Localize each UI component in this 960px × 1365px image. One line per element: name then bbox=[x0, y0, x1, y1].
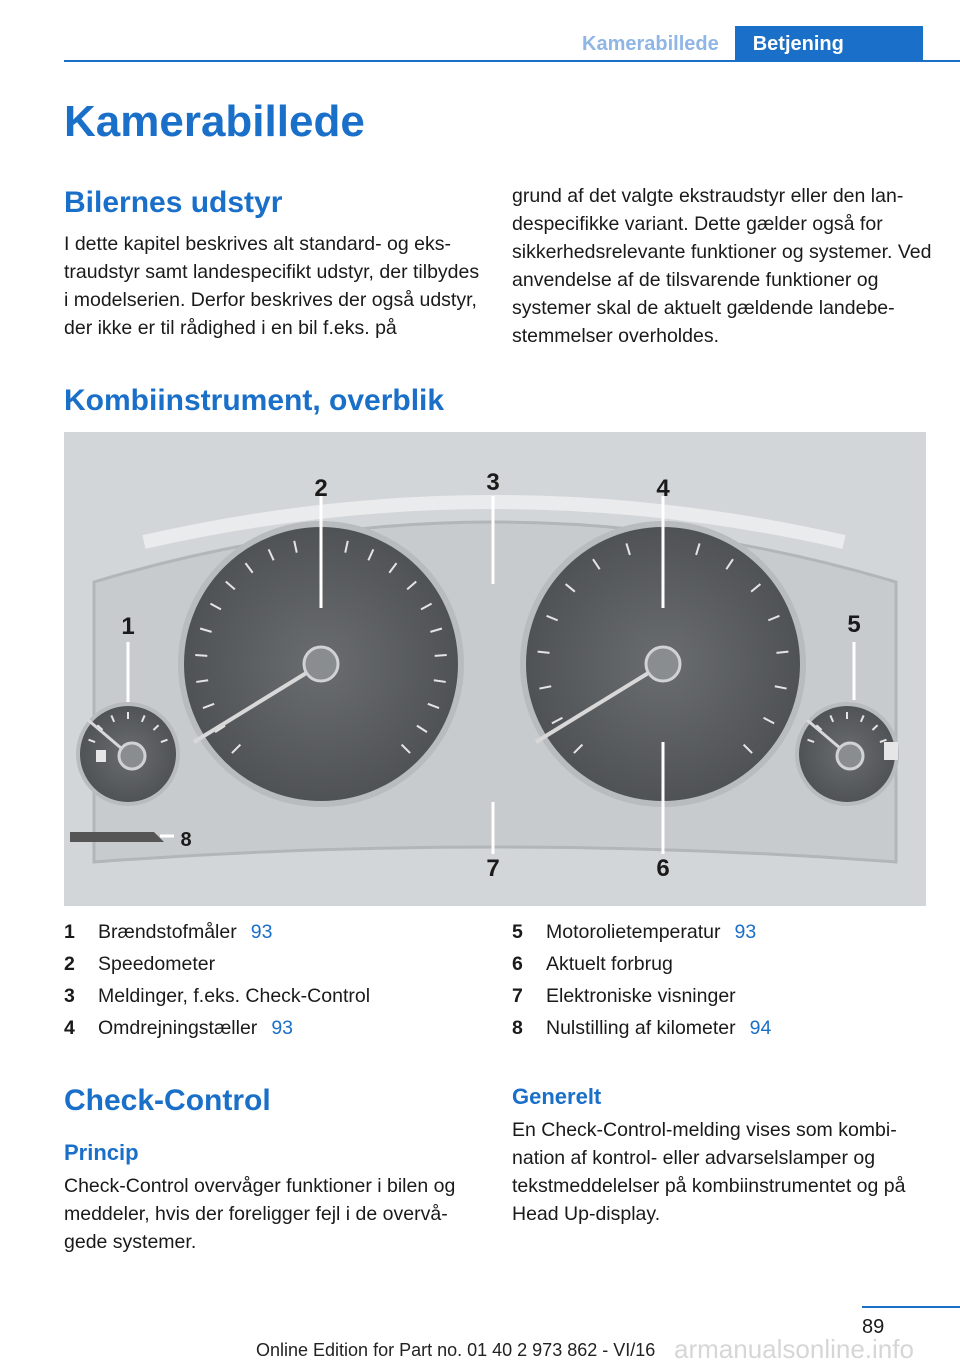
subheading-generelt: Generelt bbox=[512, 1084, 602, 1109]
page-reference-link[interactable]: 94 bbox=[749, 1017, 772, 1039]
legend-number: 2 bbox=[64, 953, 75, 975]
header-rule bbox=[64, 60, 960, 62]
oil-temperature-icon bbox=[884, 742, 898, 760]
edition-text: Online Edition for Part no. 01 40 2 973 862 - VI/16 bbox=[256, 1340, 656, 1360]
paragraph-udstyr-1: I dette kapitel beskrives alt standard- og ekstraudstyr samt landespecifikt udstyr, der tilbydes i modelserien. Derfor beskrives der også udstyr, der ikke er til rådighed i en bil f.eks. på bbox=[64, 233, 480, 339]
legend-item bbox=[64, 916, 370, 948]
legend-number: 3 bbox=[64, 985, 75, 1007]
legend-item bbox=[64, 980, 370, 1012]
page-number: 89 bbox=[862, 1316, 885, 1338]
tab-section: Kamerabillede bbox=[582, 33, 719, 55]
fuel-pump-icon bbox=[96, 750, 106, 762]
gauge-tick bbox=[435, 655, 447, 656]
legend-item bbox=[512, 948, 771, 980]
legend-number: 5 bbox=[512, 921, 523, 943]
footer-rule bbox=[862, 1306, 960, 1308]
legend-label: Speedometer bbox=[98, 953, 216, 975]
legend-number: 6 bbox=[512, 953, 523, 975]
instrument-cluster-figure bbox=[64, 432, 926, 906]
text-column-right-bottom bbox=[512, 1116, 932, 1228]
text-column-left-bottom bbox=[64, 1172, 480, 1256]
legend-item bbox=[64, 1012, 370, 1044]
callout-label-4: 4 bbox=[656, 475, 670, 502]
page-reference-link[interactable]: 93 bbox=[271, 1017, 294, 1039]
gauge-tick bbox=[195, 655, 207, 656]
page-reference-link[interactable]: 93 bbox=[734, 921, 757, 943]
watermark: armanualsonline.info bbox=[674, 1334, 914, 1364]
legend-number: 1 bbox=[64, 921, 75, 943]
header-tabs bbox=[566, 26, 923, 62]
callout-label-5: 5 bbox=[847, 611, 861, 638]
legend-item bbox=[64, 948, 370, 980]
legend-number: 7 bbox=[512, 985, 523, 1007]
legend-item bbox=[512, 916, 771, 948]
page-title: Kamerabillede bbox=[64, 97, 365, 146]
legend-label: Nulstilling af kilometer bbox=[546, 1017, 736, 1039]
legend-label: Meldinger, f.eks. Check-Control bbox=[98, 985, 371, 1007]
page-reference-link[interactable]: 93 bbox=[250, 921, 273, 943]
section-heading-kombiinstrument: Kombiinstrument, overblik bbox=[64, 384, 445, 417]
legend-item bbox=[512, 980, 771, 1012]
legend-number: 4 bbox=[64, 1017, 75, 1039]
subheading-princip: Princip bbox=[64, 1140, 139, 1165]
paragraph-generelt: En Check-Control-melding vises som kombination af kontrol- eller advarselslamper og tekstmeddelelser på kombiinstrumentet og på Head Up-display. bbox=[512, 1119, 906, 1225]
section-heading-udstyr: Bilernes udstyr bbox=[64, 186, 283, 219]
legend-label: Omdrejningstæller bbox=[98, 1017, 258, 1039]
text-column-right bbox=[512, 182, 932, 350]
callout-label-2: 2 bbox=[314, 475, 328, 502]
gauge-tick bbox=[538, 652, 550, 653]
callout-label-6: 6 bbox=[656, 855, 670, 882]
section-heading-check-control: Check-Control bbox=[64, 1084, 271, 1117]
instrument-cluster-illustration bbox=[64, 432, 926, 906]
legend-left bbox=[64, 916, 370, 1044]
legend-label: Motorolietemperatur bbox=[546, 921, 721, 943]
callout-label-7: 7 bbox=[486, 855, 500, 882]
callout-label-3: 3 bbox=[486, 469, 500, 496]
callout-label-8: 8 bbox=[180, 829, 192, 851]
legend-label: Elektroniske visninger bbox=[546, 985, 736, 1007]
tab-chapter: Betjening bbox=[735, 26, 923, 62]
legend-number: 8 bbox=[512, 1017, 523, 1039]
legend-label: Brændstofmåler bbox=[98, 921, 237, 943]
paragraph-princip: Check-Control overvåger funktioner i bilen og meddeler, hvis der foreligger fejl i de overvågede systemer. bbox=[64, 1175, 456, 1253]
legend-label: Aktuelt forbrug bbox=[546, 953, 673, 975]
callout-label-1: 1 bbox=[121, 613, 135, 640]
paragraph-udstyr-2: grund af det valgte ekstraudstyr eller den landespecifikke variant. Dette gælder også for sikkerhedsrelevante funktioner og systemer. Ved anvendelse af de tilsvarende funktioner og systemer skal de aktuelt gældende landebestemmelser overholdes. bbox=[512, 185, 932, 347]
gauge-tick bbox=[776, 652, 788, 653]
text-column-left bbox=[64, 230, 480, 342]
legend-item bbox=[512, 1012, 771, 1044]
legend-right bbox=[512, 916, 771, 1044]
